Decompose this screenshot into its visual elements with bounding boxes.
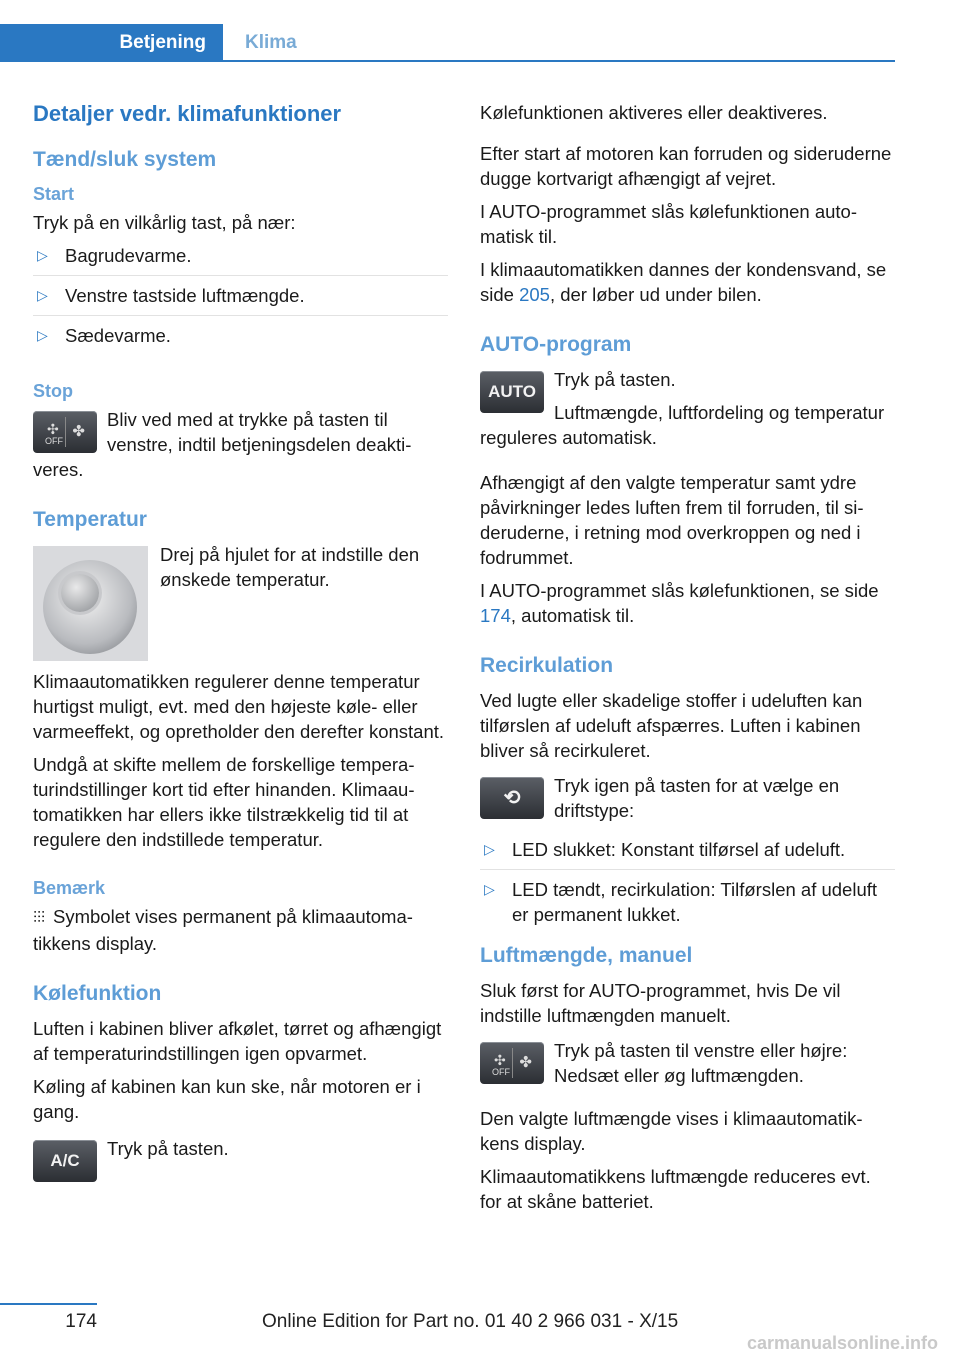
- watermark: carmanualsonline.info: [746, 1333, 938, 1353]
- heading-cooling: Kølefunktion: [33, 982, 162, 1005]
- note-text: ⫶⫶⫶ Symbolet vises permanent på klimaautomatikkens display.: [33, 906, 413, 954]
- recirc-row: [480, 773, 895, 831]
- triangle-bullet-icon: ▷: [37, 287, 48, 303]
- recirc-paragraph-1: Ved lugte eller skadelige stoffer i udeluften kan tilførslen af udeluft afspærres. Luften i kabinen bliver så recirkuleret.: [480, 690, 863, 761]
- ac-text: Tryk på tasten.: [107, 1138, 229, 1159]
- heading-temperature: Temperatur: [33, 508, 147, 531]
- heading-stop: Stop: [33, 381, 73, 401]
- heading-airflow: Luftmængde, manuel: [480, 944, 693, 967]
- air-row: [480, 1038, 895, 1096]
- stop-row: [33, 407, 448, 490]
- triangle-bullet-icon: ▷: [484, 881, 495, 897]
- edition-text: Online Edition for Part no. 01 40 2 966 031 - X/15: [262, 1311, 679, 1332]
- triangle-bullet-icon: ▷: [484, 841, 495, 857]
- list-item: ▷ Sædevarme.: [37, 325, 171, 346]
- tab-klima[interactable]: Klima: [245, 32, 297, 53]
- page-number: 174: [0, 1303, 97, 1333]
- ac-row: [33, 1136, 448, 1186]
- air-paragraph-2: Den valgte luftmængde vises i klimaautomatikkens display.: [480, 1108, 863, 1154]
- heading-start: Start: [33, 184, 75, 204]
- tab-betjening[interactable]: Betjening: [0, 24, 223, 62]
- temp-row: [33, 542, 448, 669]
- fan-large-icon: ✤: [519, 1054, 532, 1071]
- right-paragraph-3: I AUTO-programmet slås kølefunktionen automatisk til.: [480, 201, 858, 247]
- triangle-bullet-icon: ▷: [37, 327, 48, 343]
- right-column: [480, 100, 895, 1222]
- recirc-btn-text: Tryk igen på tasten for at vælge en driftstype:: [554, 775, 840, 821]
- auto-paragraph-1: Afhængigt af den valgte temperatur samt ydre påvirkninger ledes luften frem til forruden, til sideruderne, i retning mod overkroppen og ned i fodrummet.: [480, 472, 864, 568]
- list-item: ▷ LED tændt, recirkulation: Tilførslen af udeluft er permanent lukket.: [484, 879, 878, 925]
- list-item: ▷ LED slukket: Konstant tilførsel af udeluft.: [480, 837, 895, 870]
- auto-row: [480, 367, 895, 458]
- right-paragraph-1: Kølefunktionen aktiveres eller deaktiveres.: [480, 102, 828, 123]
- page-title: Detaljer vedr. klimafunktioner: [33, 101, 342, 126]
- auto-button-image: AUTO: [480, 371, 544, 413]
- list-item: ▷ Venstre tastside luftmængde.: [33, 283, 448, 316]
- off-fan-button-image: ✣ OFF ✤: [480, 1042, 544, 1084]
- page-link-174[interactable]: 174: [480, 605, 511, 626]
- page-header: [0, 0, 960, 62]
- heading-auto: AUTO-program: [480, 333, 632, 356]
- right-paragraph-4: I klimaautomatikken dannes der kondensvand, se side 205, der løber ud under bilen.: [480, 259, 887, 305]
- auto-paragraph-2: I AUTO-programmet slås kølefunktionen, se side 174, automatisk til.: [480, 580, 879, 626]
- start-list: [33, 243, 448, 355]
- temp-paragraph-2: Undgå at skifte mellem de forskellige temperaturindstillinger kort tid efter hinanden. Klimaautomatikken har ellers ikke tilstrækkelig tid til at regulere den indstillede temperatur.: [33, 754, 415, 850]
- list-item: ▷ Bagrudevarme.: [33, 243, 448, 276]
- header-rule: [0, 60, 895, 62]
- triangle-bullet-icon: ▷: [37, 247, 48, 263]
- cool-paragraph-1: Luften i kabinen bliver afkølet, tørret og afhængigt af temperaturindstillingen igen opvarmet.: [33, 1018, 442, 1064]
- fan-large-icon: ✤: [72, 423, 85, 440]
- condensation-symbol-icon: ⫶⫶⫶: [33, 910, 46, 927]
- page-link-205[interactable]: 205: [519, 284, 550, 305]
- car-recirculation-icon: ⟲: [503, 787, 521, 809]
- air-paragraph-1: Sluk først for AUTO-programmet, hvis De vil indstille luftmængden manuelt.: [480, 980, 841, 1026]
- start-text: Tryk på en vilkårlig tast, på nær:: [33, 212, 296, 233]
- stop-text: Bliv ved med at trykke på tasten til venstre, indtil betjeningsdelen deaktiveres.: [33, 409, 412, 480]
- auto-btn-text-1: Tryk på tasten.: [554, 369, 676, 390]
- heading-note: Bemærk: [33, 878, 106, 898]
- ac-button-image: A/C: [33, 1140, 97, 1182]
- temp-paragraph-1: Klimaautomatikken regulerer denne temperatur hurtigst muligt, evt. med den højeste køle- eller varmeeffekt, og opretholder den derefter konstant.: [33, 671, 445, 742]
- auto-btn-text-2: Luftmængde, luftfordeling og temperatur reguleres automatisk.: [480, 402, 885, 448]
- air-paragraph-3: Klimaautomatikkens luftmængde reduceres evt. for at skåne batteriet.: [480, 1166, 871, 1212]
- left-column: [33, 100, 448, 1186]
- fan-small-icon: ✣: [494, 1052, 506, 1068]
- right-paragraph-2: Efter start af motoren kan forruden og sideruderne dugge kortvarigt afhængigt af vejret.: [480, 143, 892, 189]
- recirculation-button-image: [480, 777, 544, 819]
- cool-paragraph-2: Køling af kabinen kan kun ske, når motoren er i gang.: [33, 1076, 421, 1122]
- off-fan-button-image: ✣ OFF ✤: [33, 411, 97, 453]
- heading-system: Tænd/sluk system: [33, 148, 217, 171]
- heading-recirculation: Recirkulation: [480, 654, 614, 677]
- recirc-list: [480, 837, 895, 934]
- temperature-knob-image: [33, 546, 148, 661]
- temp-text: Drej på hjulet for at indstille den ønskede temperatur.: [160, 544, 420, 590]
- fan-small-icon: ✣: [47, 421, 59, 437]
- air-btn-text: Tryk på tasten til venstre eller højre: Nedsæt eller øg luftmængden.: [554, 1040, 848, 1086]
